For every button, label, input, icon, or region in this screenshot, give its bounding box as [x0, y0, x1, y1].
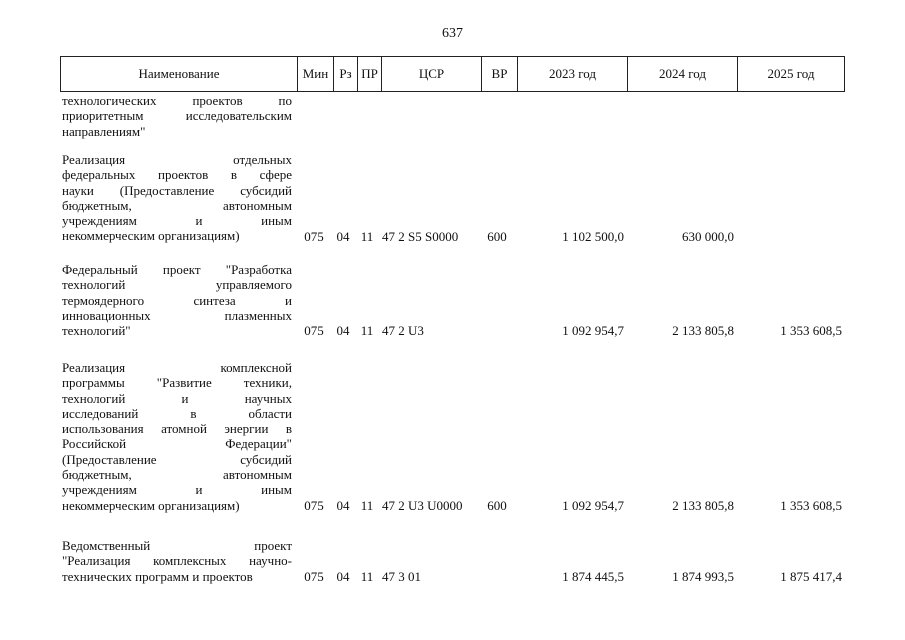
cell-2025: 1 875 417,4 — [780, 568, 842, 584]
cell-2023: 1 092 954,7 — [562, 497, 624, 513]
row-name-line: технологий" — [62, 323, 131, 339]
row-name-line: программы "Развитие техники, — [62, 375, 292, 391]
row-name-line: Федеральный проект "Разработка — [62, 262, 292, 277]
cell-pr: 11 — [360, 568, 374, 584]
header-2024: 2024 год — [627, 57, 737, 91]
cell-2025: 1 353 608,5 — [780, 323, 842, 339]
cell-2025: 1 353 608,5 — [780, 497, 842, 513]
row-name-line: некоммерческим организациям) — [62, 497, 240, 513]
row-name-line: использования атомной энергии в — [62, 421, 292, 437]
row-name — [62, 152, 292, 244]
table-header — [60, 56, 845, 92]
row-name-line: инновационных плазменных — [62, 307, 292, 323]
cell-2024: 2 133 805,8 — [672, 497, 734, 513]
row-name — [62, 93, 292, 139]
header-rz: Рз — [333, 57, 357, 91]
row-name-line: учреждениям и иным — [62, 213, 292, 229]
cell-rz: 04 — [336, 228, 350, 244]
row-name-line: исследований в области — [62, 405, 292, 421]
cell-vr: 600 — [487, 228, 507, 244]
cell-min: 075 — [304, 323, 324, 339]
row-name — [62, 538, 292, 584]
page-number: 637 — [442, 26, 463, 41]
cell-min: 075 — [304, 497, 324, 513]
row-name-line: некоммерческим организациям) — [62, 228, 240, 244]
header-name: Наименование — [138, 66, 220, 81]
cell-min: 075 — [304, 228, 324, 244]
cell-2024: 1 874 993,5 — [672, 568, 734, 584]
row-name-line: бюджетным, автономным — [62, 197, 292, 213]
cell-csr: 47 2 S5 S0000 — [382, 228, 459, 244]
row-name-line: Реализация отдельных — [62, 152, 292, 167]
header-vr: ВР — [481, 57, 517, 91]
cell-pr: 11 — [360, 497, 374, 513]
row-name-line: технологий и научных — [62, 390, 292, 406]
row-name — [62, 360, 292, 513]
row-name-line: науки (Предоставление субсидий — [62, 182, 292, 198]
cell-2024: 2 133 805,8 — [672, 323, 734, 339]
budget-table — [60, 56, 845, 584]
header-min: Мин — [297, 57, 333, 91]
row-name-line: федеральных проектов в сфере — [62, 167, 292, 183]
row-name-line: технологий управляемого — [62, 277, 292, 293]
header-2025: 2025 год — [737, 57, 844, 91]
cell-2023: 1 102 500,0 — [562, 228, 624, 244]
row-name-line: технических программ и проектов — [62, 568, 253, 584]
cell-csr: 47 2 U3 — [382, 323, 424, 339]
row-name — [62, 262, 292, 338]
row-name-line: Ведомственный проект — [62, 538, 292, 553]
row-name-line: термоядерного синтеза и — [62, 292, 292, 308]
row-name-line: приоритетным исследовательским — [62, 108, 292, 124]
row-name-line: технологических проектов по — [62, 93, 292, 108]
cell-pr: 11 — [360, 228, 374, 244]
row-name-line: (Предоставление субсидий — [62, 451, 292, 467]
cell-2023: 1 092 954,7 — [562, 323, 624, 339]
cell-pr: 11 — [360, 323, 374, 339]
header-pr: ПР — [357, 57, 381, 91]
row-name-line: учреждениям и иным — [62, 482, 292, 498]
cell-csr: 47 2 U3 U0000 — [382, 497, 463, 513]
row-name-line: направлениям" — [62, 123, 146, 139]
row-name-line: Реализация комплексной — [62, 360, 292, 375]
header-2023: 2023 год — [517, 57, 627, 91]
cell-min: 075 — [304, 568, 324, 584]
cell-2023: 1 874 445,5 — [562, 568, 624, 584]
cell-vr: 600 — [487, 497, 507, 513]
row-name-line: "Реализация комплексных научно- — [62, 553, 292, 569]
header-csr: ЦСР — [381, 57, 481, 91]
cell-2024: 630 000,0 — [682, 228, 734, 244]
cell-rz: 04 — [336, 323, 350, 339]
cell-rz: 04 — [336, 497, 350, 513]
row-name-line: Российской Федерации" — [62, 436, 292, 452]
row-name-line: бюджетным, автономным — [62, 467, 292, 483]
cell-rz: 04 — [336, 568, 350, 584]
cell-csr: 47 3 01 — [382, 568, 421, 584]
